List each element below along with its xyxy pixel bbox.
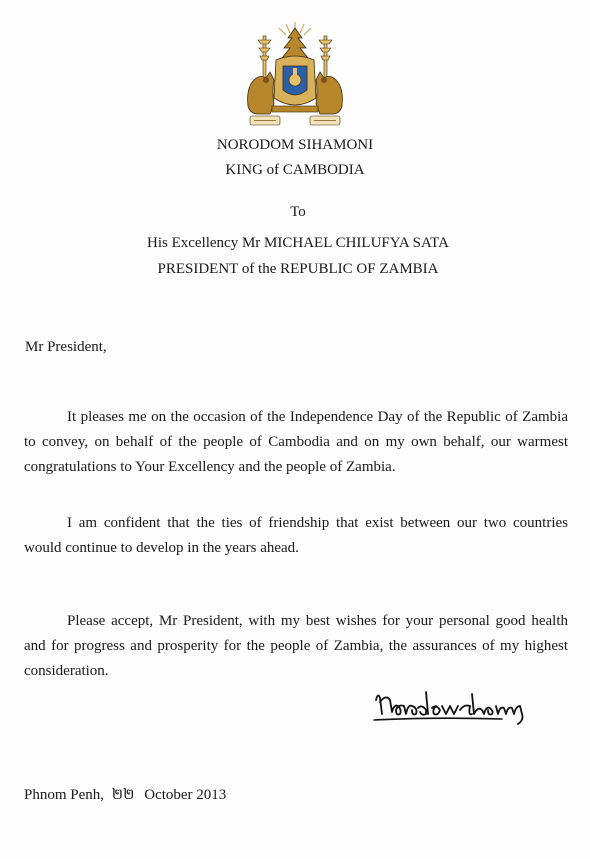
handwritten-signature: [372, 684, 532, 726]
sender-name: NORODOM SIHAMONI: [216, 137, 374, 153]
body-paragraph: I am confident that the ties of friendship that exist between our two countries would continue to develop in the years ahead.: [24, 515, 568, 556]
place-and-date: [24, 784, 226, 805]
recipient-title: PRESIDENT of the REPUBLIC OF ZAMBIA: [157, 261, 439, 277]
closing-month-year: October 2013: [144, 787, 227, 803]
royal-coat-of-arms-icon: [236, 18, 354, 130]
closing-day: ២២: [111, 785, 135, 803]
sender-title: KING of CAMBODIA: [225, 162, 365, 178]
body-paragraph: Please accept, Mr President, with my best wishes for your personal good health and for progress and prosperity for the people of Zambia, the assurances of my highest consideration.: [24, 613, 568, 679]
to-label: To: [290, 204, 306, 220]
recipient-name: His Excellency Mr MICHAEL CHILUFYA SATA: [147, 235, 449, 251]
salutation: Mr President,: [25, 339, 107, 355]
body-paragraph: It pleases me on the occasion of the Independence Day of the Republic of Zambia to convey, on behalf of the people of Cambodia and on my own behalf, our warmest congratulations to Your Excellency and the people of Zambia.: [24, 409, 568, 475]
closing-place: Phnom Penh,: [24, 787, 105, 803]
